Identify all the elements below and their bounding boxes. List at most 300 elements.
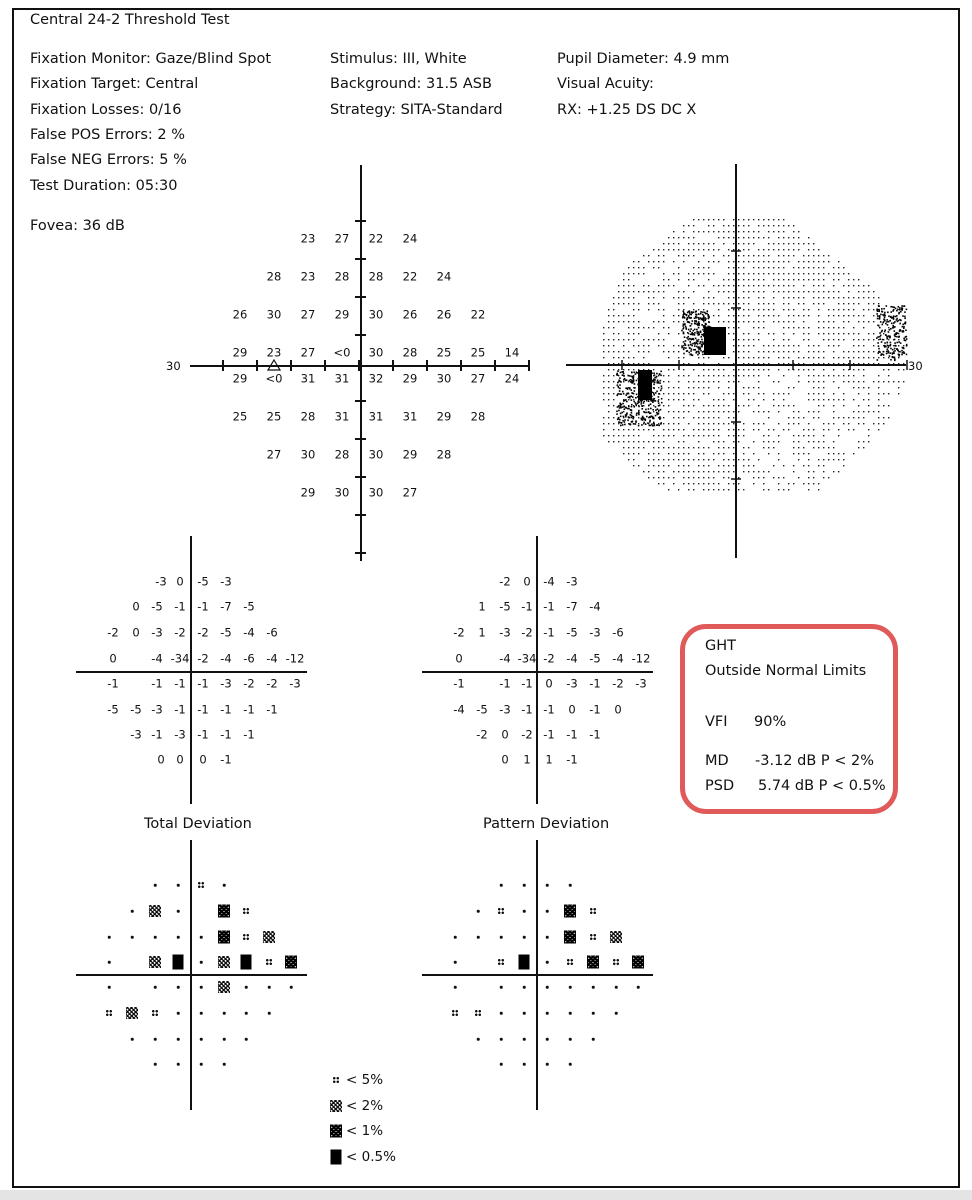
probability-symbol-dot <box>615 1012 618 1015</box>
grey-dot <box>763 225 764 226</box>
grey-dot <box>713 489 714 490</box>
defect-speckle <box>616 394 618 396</box>
grid-value: -12 <box>631 651 651 666</box>
grey-dot <box>708 393 709 394</box>
grey-dot <box>688 285 689 286</box>
grey-dot <box>833 357 834 358</box>
defect-speckle <box>617 419 619 421</box>
grey-dot <box>758 411 759 412</box>
defect-speckle <box>881 308 883 310</box>
defect-speckle <box>620 413 622 415</box>
grey-dot <box>848 333 849 334</box>
grey-dot <box>848 351 849 352</box>
defect-speckle <box>901 350 903 352</box>
grid-value: 31 <box>368 409 384 424</box>
grey-dot <box>683 429 684 430</box>
grey-dot <box>743 255 744 256</box>
grey-dot <box>683 303 684 304</box>
grey-dot <box>823 297 824 298</box>
grey-dot <box>663 249 664 250</box>
grid-value: -1 <box>543 702 555 717</box>
grey-dot <box>733 399 734 400</box>
grey-dot <box>843 423 844 424</box>
md-label: MD <box>705 753 729 769</box>
grey-dot <box>728 429 729 430</box>
grey-dot <box>673 429 674 430</box>
grid-value: 31 <box>402 409 418 424</box>
grey-dot <box>713 231 714 232</box>
md-value: -3.12 dB P < 2% <box>755 753 875 769</box>
axis-tick <box>222 360 224 371</box>
grey-dot <box>683 225 684 226</box>
grey-dot <box>788 357 789 358</box>
grid-value: 0 <box>176 574 184 589</box>
grid-value: 1 <box>545 752 553 767</box>
probability-symbol-dot <box>546 936 549 939</box>
defect-speckle <box>659 418 661 420</box>
defect-speckle <box>694 349 696 351</box>
defect-speckle <box>686 314 688 316</box>
grey-dot <box>608 423 609 424</box>
defect-speckle <box>625 394 627 396</box>
grey-dot <box>793 291 794 292</box>
grey-dot <box>703 243 704 244</box>
grey-dot <box>833 285 834 286</box>
grey-dot <box>753 357 754 358</box>
greyscale-plot <box>560 160 920 570</box>
defect-speckle <box>659 382 661 384</box>
grey-dot <box>613 309 614 310</box>
grey-dot <box>673 435 674 436</box>
grid-value: 28 <box>402 345 418 360</box>
grey-dot <box>678 237 679 238</box>
grey-dot <box>763 423 764 424</box>
defect-speckle <box>700 331 702 333</box>
defect-speckle <box>885 346 887 348</box>
grey-dot <box>673 345 674 346</box>
grey-dot <box>813 411 814 412</box>
grey-dot <box>668 237 669 238</box>
grey-dot <box>883 417 884 418</box>
grey-dot <box>773 273 774 274</box>
grey-dot <box>788 255 789 256</box>
grey-dot <box>698 387 699 388</box>
grey-dot <box>708 231 709 232</box>
grey-dot <box>698 249 699 250</box>
grey-dot <box>888 381 889 382</box>
defect-speckle <box>617 386 619 388</box>
grid-value: 0 <box>455 651 463 666</box>
grey-dot <box>823 303 824 304</box>
grey-dot <box>613 429 614 430</box>
grey-dot <box>703 321 704 322</box>
grey-dot <box>693 387 694 388</box>
grey-dot <box>628 357 629 358</box>
defect-speckle <box>886 338 888 340</box>
grey-dot <box>833 411 834 412</box>
defect-speckle <box>691 354 693 356</box>
grey-dot <box>703 285 704 286</box>
grey-dot <box>758 225 759 226</box>
grey-dot <box>603 351 604 352</box>
grid-value: -5 <box>476 702 488 717</box>
grey-dot <box>753 273 754 274</box>
defect-speckle <box>877 318 879 320</box>
legend-label: < 0.5% <box>346 1148 396 1165</box>
grey-dot <box>733 471 734 472</box>
probability-symbol-p2 <box>126 1007 138 1019</box>
defect-speckle <box>704 325 706 327</box>
grey-dot <box>683 411 684 412</box>
grey-dot <box>783 375 784 376</box>
defect-speckle <box>617 382 619 384</box>
defect-speckle <box>617 384 619 386</box>
grey-dot <box>803 279 804 280</box>
grey-dot <box>688 381 689 382</box>
defect-speckle <box>890 359 892 361</box>
grey-dot <box>833 471 834 472</box>
defect-speckle <box>880 321 882 323</box>
defect-speckle <box>633 401 635 403</box>
grey-dot <box>633 465 634 466</box>
grid-value: 25 <box>470 345 486 360</box>
grey-dot <box>703 435 704 436</box>
grey-dot <box>853 387 854 388</box>
defect-speckle <box>641 405 643 407</box>
grid-value: -7 <box>566 599 578 614</box>
grey-dot <box>718 309 719 310</box>
grey-dot <box>638 261 639 262</box>
grey-dot <box>768 411 769 412</box>
fovea-value: Fovea: 36 dB <box>30 218 125 234</box>
defect-speckle <box>883 351 885 353</box>
grey-dot <box>753 411 754 412</box>
grey-dot <box>883 423 884 424</box>
grey-dot <box>813 441 814 442</box>
grey-dot <box>723 357 724 358</box>
defect-speckle <box>896 310 898 312</box>
grey-dot <box>678 357 679 358</box>
grey-dot <box>708 387 709 388</box>
grey-dot <box>778 351 779 352</box>
grey-dot <box>728 411 729 412</box>
defect-speckle <box>655 409 657 411</box>
grey-dot <box>873 423 874 424</box>
grid-value: 25 <box>436 345 452 360</box>
grey-dot <box>658 465 659 466</box>
grey-dot <box>783 261 784 262</box>
grey-dot <box>738 279 739 280</box>
defect-speckle <box>687 321 689 323</box>
grey-dot <box>743 297 744 298</box>
grey-dot <box>773 279 774 280</box>
defect-speckle <box>622 403 624 405</box>
defect-speckle <box>885 334 887 336</box>
defect-speckle <box>883 354 885 356</box>
grey-dot <box>763 309 764 310</box>
grey-dot <box>738 321 739 322</box>
grey-dot <box>763 477 764 478</box>
grey-dot <box>868 435 869 436</box>
grey-dot <box>783 291 784 292</box>
grey-dot <box>618 435 619 436</box>
grey-dot <box>818 417 819 418</box>
legend-symbol-p1 <box>330 1125 342 1138</box>
defect-speckle <box>697 341 699 343</box>
defect-speckle <box>626 387 628 389</box>
defect-speckle <box>892 356 894 358</box>
grey-dot <box>823 393 824 394</box>
defect-speckle <box>655 400 657 402</box>
grid-value: -7 <box>220 599 232 614</box>
grey-dot <box>713 417 714 418</box>
grey-dot <box>743 429 744 430</box>
grey-dot <box>858 285 859 286</box>
grey-dot <box>668 447 669 448</box>
grey-dot <box>623 441 624 442</box>
grey-dot <box>798 279 799 280</box>
grey-dot <box>638 309 639 310</box>
grey-dot <box>863 291 864 292</box>
axis-tick <box>494 360 496 371</box>
grey-dot <box>688 237 689 238</box>
grid-value: -2 <box>521 727 533 742</box>
grey-dot <box>768 315 769 316</box>
grey-dot <box>798 441 799 442</box>
grey-dot <box>738 267 739 268</box>
grey-dot <box>653 435 654 436</box>
grey-dot <box>693 393 694 394</box>
grey-dot <box>738 405 739 406</box>
grey-dot <box>683 237 684 238</box>
grey-dot <box>793 447 794 448</box>
grey-dot <box>603 339 604 340</box>
grey-dot <box>708 423 709 424</box>
grey-dot <box>688 459 689 460</box>
pd-numeric-v-axis <box>536 536 538 804</box>
pd-prob-v-axis <box>536 840 538 1110</box>
grey-dot <box>733 297 734 298</box>
defect-speckle <box>689 354 691 356</box>
grey-dot <box>748 333 749 334</box>
grid-value: 26 <box>436 307 452 322</box>
defect-speckle <box>698 353 700 355</box>
grey-dot <box>748 255 749 256</box>
defect-speckle <box>692 338 694 340</box>
grey-dot <box>733 303 734 304</box>
grey-dot <box>658 447 659 448</box>
grey-dot <box>688 279 689 280</box>
grey-dot <box>728 375 729 376</box>
grey-dot <box>713 261 714 262</box>
grey-dot <box>608 405 609 406</box>
grey-dot <box>673 423 674 424</box>
grey-dot <box>798 477 799 478</box>
grey-dot <box>858 417 859 418</box>
grey-dot <box>708 483 709 484</box>
defect-speckle <box>901 309 903 311</box>
grey-dot <box>783 297 784 298</box>
grid-value: 0 <box>109 651 117 666</box>
grey-dot <box>733 423 734 424</box>
grey-dot <box>623 351 624 352</box>
defect-speckle <box>659 393 661 395</box>
grid-value: 29 <box>436 409 452 424</box>
grey-dot <box>718 231 719 232</box>
grey-dot <box>813 435 814 436</box>
grey-dot <box>778 261 779 262</box>
grey-dot <box>823 399 824 400</box>
defect-speckle <box>648 400 650 402</box>
grey-dot <box>643 429 644 430</box>
grey-dot <box>763 393 764 394</box>
grey-dot <box>853 351 854 352</box>
grey-dot <box>798 237 799 238</box>
grey-dot <box>853 339 854 340</box>
grey-dot <box>603 381 604 382</box>
defect-speckle <box>878 309 880 311</box>
defect-speckle <box>704 320 706 322</box>
grey-dot <box>848 357 849 358</box>
grey-dot <box>843 399 844 400</box>
grey-dot <box>733 321 734 322</box>
probability-symbol-dot <box>177 1012 180 1015</box>
grey-dot <box>823 375 824 376</box>
grey-dot <box>603 357 604 358</box>
grey-dot <box>778 231 779 232</box>
grey-dot <box>758 267 759 268</box>
defect-speckle <box>626 393 628 395</box>
grey-dot <box>803 435 804 436</box>
defect-speckle <box>618 380 620 382</box>
grey-dot <box>808 483 809 484</box>
grey-dot <box>708 273 709 274</box>
defect-speckle <box>621 412 623 414</box>
psd-value: 5.74 dB P < 0.5% <box>758 778 886 794</box>
probability-symbol-dot <box>245 1012 248 1015</box>
defect-speckle <box>652 416 654 418</box>
grey-dot <box>758 249 759 250</box>
grey-dot <box>763 291 764 292</box>
grey-dot <box>658 255 659 256</box>
probability-symbol-dot <box>154 936 157 939</box>
grey-dot <box>873 291 874 292</box>
grey-dot <box>658 267 659 268</box>
grey-dot <box>743 249 744 250</box>
grey-dot <box>783 285 784 286</box>
grey-dot <box>608 369 609 370</box>
grid-value: -2 <box>612 676 624 691</box>
defect-speckle <box>892 349 894 351</box>
defect-speckle <box>903 338 905 340</box>
defect-speckle <box>901 305 903 307</box>
grey-dot <box>623 369 624 370</box>
grey-dot <box>698 465 699 466</box>
legend-label: < 2% <box>346 1097 384 1114</box>
defect-speckle <box>691 323 693 325</box>
defect-speckle <box>687 339 689 341</box>
grid-value: -5 <box>220 625 232 640</box>
grey-dot <box>713 435 714 436</box>
defect-speckle <box>889 329 891 331</box>
grey-dot <box>693 303 694 304</box>
grey-dot <box>773 303 774 304</box>
grey-dot <box>703 489 704 490</box>
grey-dot <box>808 393 809 394</box>
grey-dot <box>888 345 889 346</box>
grid-value: 24 <box>504 371 520 386</box>
grey-dot <box>728 447 729 448</box>
grey-dot <box>778 381 779 382</box>
axis-tick <box>290 360 292 371</box>
grey-dot <box>678 309 679 310</box>
grey-dot <box>838 399 839 400</box>
grey-dot <box>898 387 899 388</box>
grey-dot <box>733 429 734 430</box>
grey-dot <box>803 321 804 322</box>
grey-dot <box>633 309 634 310</box>
defect-speckle <box>685 340 687 342</box>
defect-speckle <box>695 316 697 318</box>
defect-speckle <box>698 351 700 353</box>
grey-dot <box>828 345 829 346</box>
grey-dot <box>868 411 869 412</box>
defect-speckle <box>655 406 657 408</box>
grey-dot <box>808 375 809 376</box>
grey-dot <box>778 255 779 256</box>
grey-dot <box>648 465 649 466</box>
grey-dot <box>878 339 879 340</box>
probability-symbol-dot <box>615 986 618 989</box>
grey-dot <box>633 285 634 286</box>
defect-speckle <box>886 353 888 355</box>
grey-dot <box>798 273 799 274</box>
defect-speckle <box>696 314 698 316</box>
grey-dot <box>738 411 739 412</box>
defect-speckle <box>634 390 636 392</box>
axis-tick <box>528 360 530 371</box>
grey-dot <box>823 387 824 388</box>
grey-dot <box>758 237 759 238</box>
grey-dot <box>668 279 669 280</box>
grey-dot <box>663 321 664 322</box>
defect-speckle <box>681 345 683 347</box>
grey-dot <box>693 447 694 448</box>
probability-symbol-dot <box>569 1012 572 1015</box>
grid-value: -1 <box>220 752 232 767</box>
defect-speckle <box>658 402 660 404</box>
grey-dot <box>693 231 694 232</box>
defect-speckle <box>629 388 631 390</box>
info-line: False NEG Errors: 5 % <box>30 152 187 169</box>
grid-value: 30 <box>334 485 350 500</box>
grey-dot <box>743 369 744 370</box>
grey-dot <box>843 417 844 418</box>
grey-dot <box>803 465 804 466</box>
grey-dot <box>768 435 769 436</box>
grid-value: 0 <box>157 752 165 767</box>
grey-dot <box>698 411 699 412</box>
grey-dot <box>738 489 739 490</box>
grey-dot <box>868 297 869 298</box>
grey-dot <box>803 291 804 292</box>
grey-dot <box>848 315 849 316</box>
grey-dot <box>773 243 774 244</box>
grey-dot <box>813 417 814 418</box>
grey-dot <box>733 249 734 250</box>
grey-dot <box>768 255 769 256</box>
axis-tick <box>355 552 366 554</box>
